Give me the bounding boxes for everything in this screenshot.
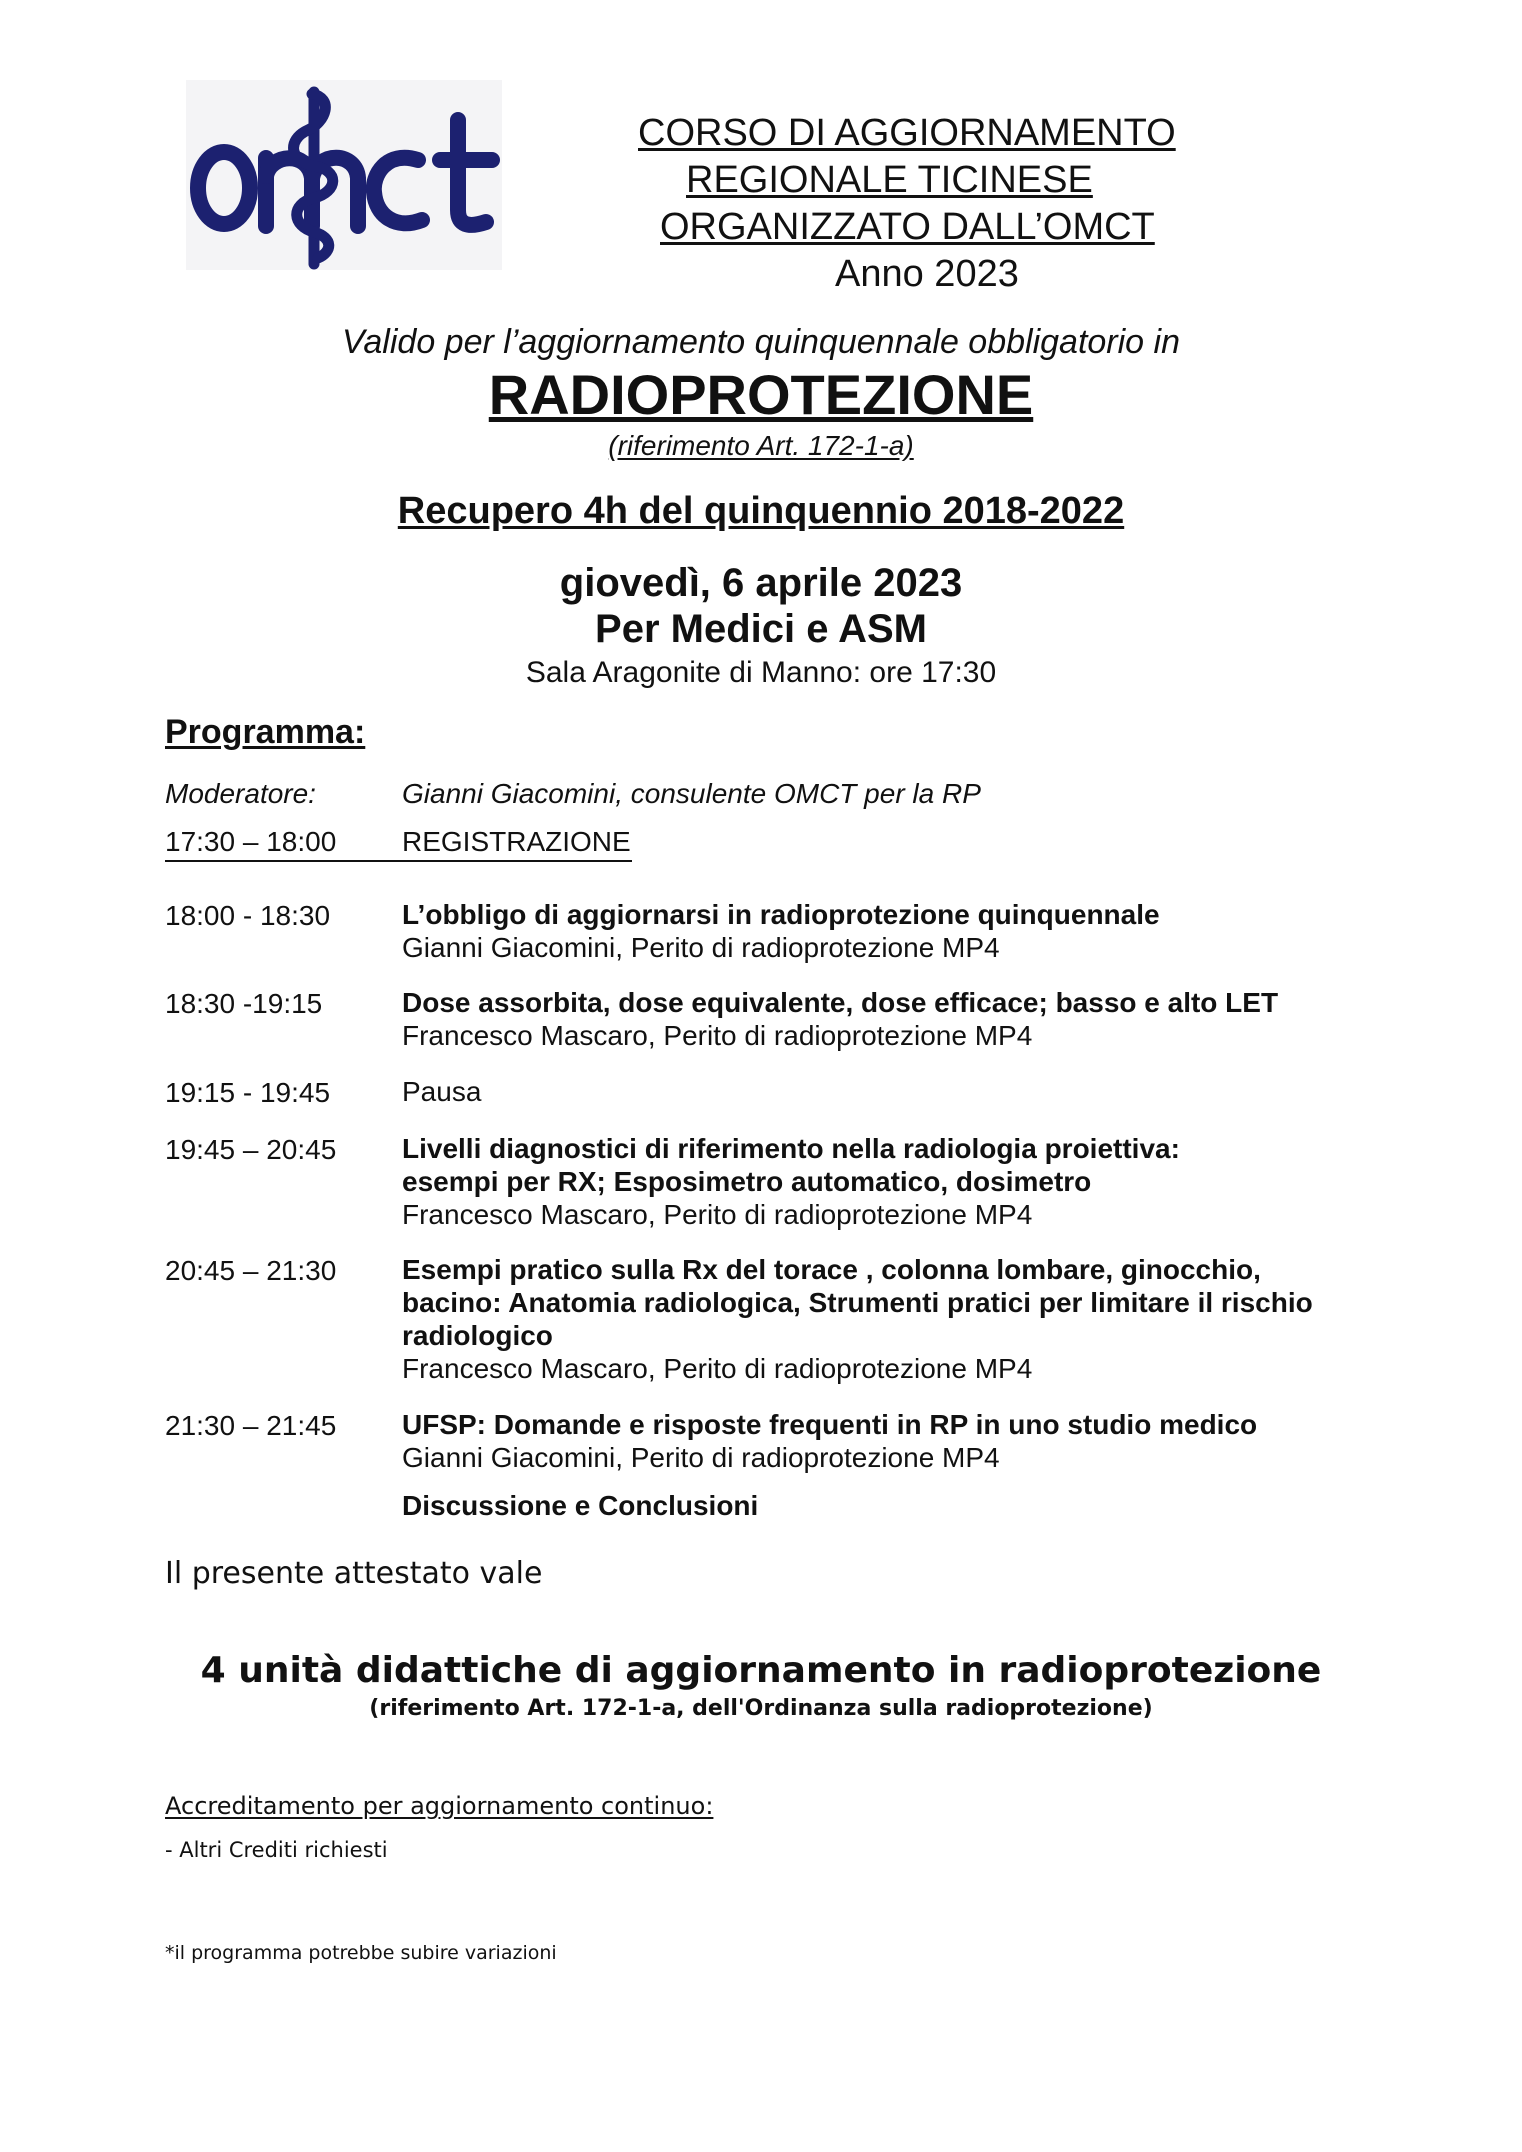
header-year: Anno 2023 (835, 253, 1019, 295)
event-date: giovedì, 6 aprile 2023 (559, 561, 963, 605)
location: Sala Aragonite di Manno: ore 17:30 (525, 656, 997, 689)
reference-text: (riferimento Art. 172-1-a) (608, 430, 914, 461)
discussion: Discussione e Conclusioni (402, 1490, 759, 1521)
schedule-title: Pausa (402, 1076, 482, 1107)
schedule-item (402, 1132, 1362, 1231)
recupero-heading: Recupero 4h del quinquennio 2018-2022 (397, 490, 1125, 532)
schedule-time: 20:45 – 21:30 (165, 1255, 337, 1286)
registration-label: REGISTRAZIONE (402, 826, 631, 857)
schedule-title: L’obbligo di aggiornarsi in radioprotezione quinquennale (402, 899, 1160, 930)
schedule-time: 21:30 – 21:45 (165, 1410, 337, 1441)
schedule-item (402, 898, 1362, 964)
schedule-speaker: Gianni Giacomini, Perito di radioprotezione MP4 (402, 1442, 1000, 1473)
schedule-time: 18:00 - 18:30 (165, 900, 331, 931)
moderator-value: Gianni Giacomini, consulente OMCT per la RP (402, 778, 981, 809)
schedule-title: Livelli diagnostici di riferimento nella radiologia proiettiva: esempi per RX; Esposimetro automatico, dosimetro (402, 1133, 1180, 1197)
accreditation-heading: Accreditamento per aggiornamento continuo: (165, 1792, 714, 1820)
omct-logo (186, 80, 502, 270)
schedule-item (402, 986, 1362, 1052)
header-line-2: REGIONALE TICINESE (686, 159, 1093, 201)
schedule-title: UFSP: Domande e risposte frequenti in RP in uno studio medico (402, 1409, 1258, 1440)
schedule-time: 18:30 -19:15 (165, 988, 323, 1019)
footnote: *il programma potrebbe subire variazioni (165, 1942, 557, 1964)
header-line-3: ORGANIZZATO DALL’OMCT (660, 206, 1155, 248)
schedule-item (402, 1075, 1362, 1108)
moderator-label: Moderatore: (165, 778, 316, 809)
schedule-speaker: Francesco Mascaro, Perito di radioprotezione MP4 (402, 1353, 1033, 1384)
registration-time: 17:30 – 18:00 (165, 826, 337, 857)
header-line-1: CORSO DI AGGIORNAMENTO (638, 112, 1176, 154)
schedule-speaker: Francesco Mascaro, Perito di radioprotezione MP4 (402, 1020, 1033, 1051)
schedule-title: Dose assorbita, dose equivalente, dose efficace; basso e alto LET (402, 987, 1279, 1018)
units-title: 4 unità didattiche di aggiornamento in radioprotezione (200, 1650, 1322, 1691)
schedule-item (402, 1253, 1362, 1385)
main-title: RADIOPROTEZIONE (488, 363, 1034, 426)
schedule-time: 19:15 - 19:45 (165, 1077, 331, 1108)
attestato-text: Il presente attestato vale (165, 1556, 543, 1591)
schedule-speaker: Francesco Mascaro, Perito di radioprotezione MP4 (402, 1199, 1033, 1230)
schedule-time: 19:45 – 20:45 (165, 1134, 337, 1165)
program-heading: Programma: (165, 713, 366, 751)
valid-text: Valido per l’aggiornamento quinquennale obbligatorio in (341, 323, 1180, 361)
accreditation-item: - Altri Crediti richiesti (165, 1838, 388, 1862)
units-reference: (riferimento Art. 172-1-a, dell'Ordinanza sulla radioprotezione) (369, 1696, 1153, 1721)
schedule-speaker: Gianni Giacomini, Perito di radioprotezione MP4 (402, 932, 1000, 963)
registration-underline (165, 860, 632, 862)
audience: Per Medici e ASM (595, 607, 927, 651)
schedule-item (402, 1408, 1362, 1474)
schedule-title: Esempi pratico sulla Rx del torace , colonna lombare, ginocchio, bacino: Anatomia radiologica, Strumenti pratici per limitare il rischio radiologico (402, 1254, 1313, 1351)
